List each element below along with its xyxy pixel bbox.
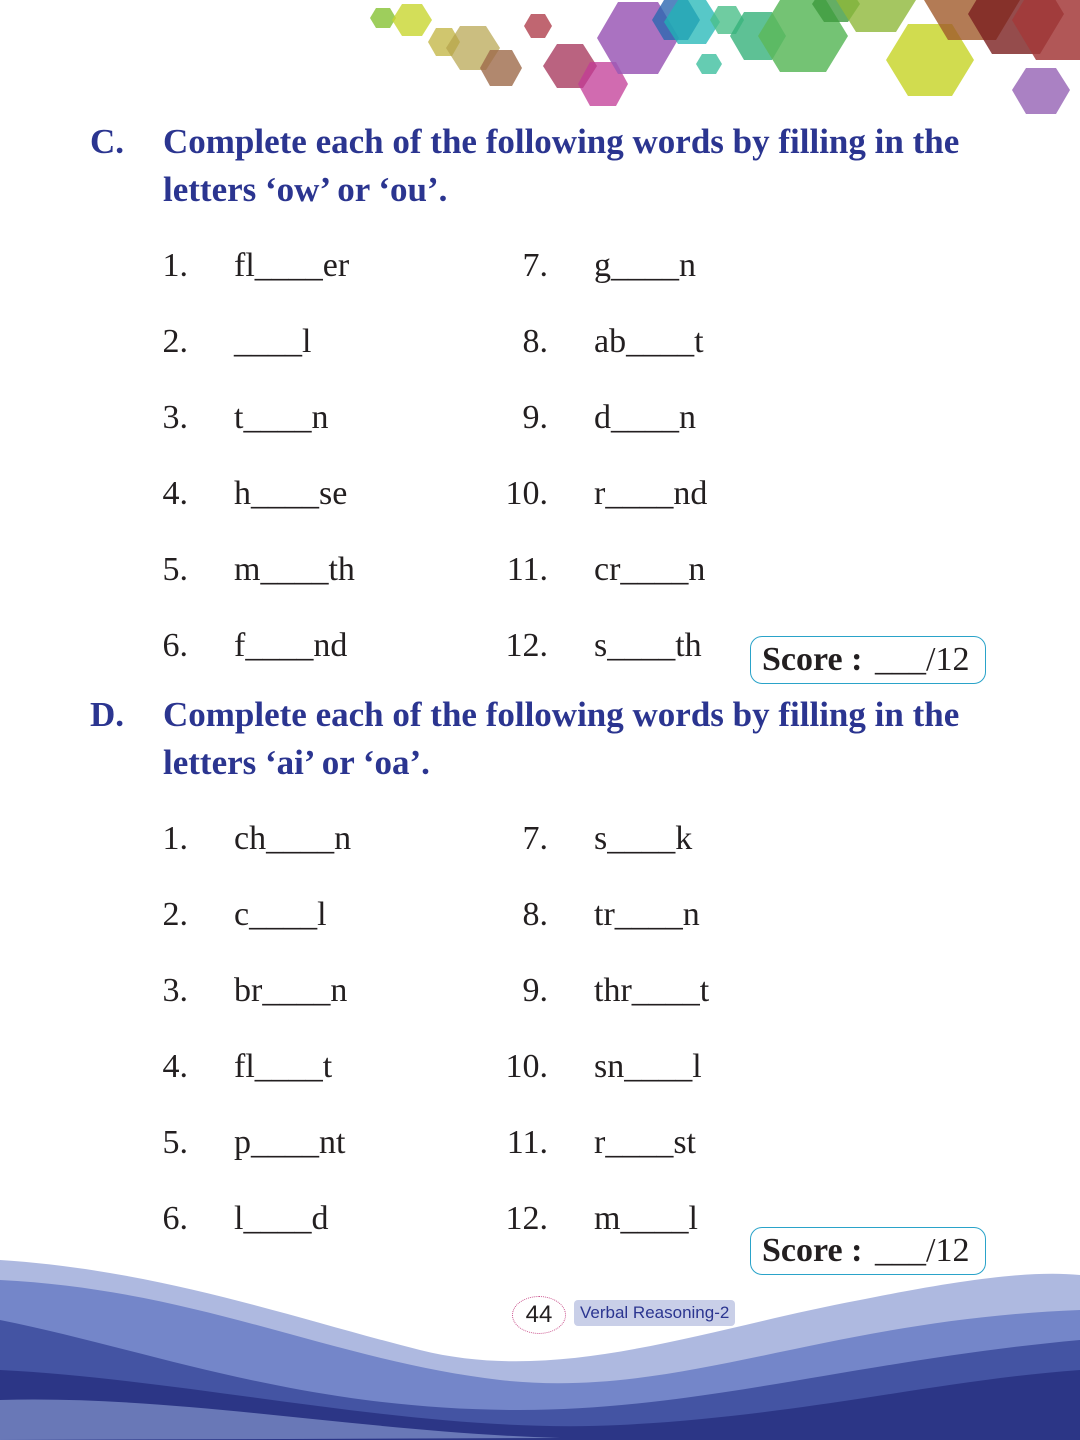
- item-number: 7.: [522, 247, 548, 284]
- item-word: t____n: [234, 399, 329, 436]
- section-letter: C.: [90, 122, 125, 161]
- page-number: 44: [512, 1296, 566, 1334]
- score-label: Score :: [762, 641, 863, 678]
- item-word: s____th: [594, 627, 702, 664]
- item-number: 4.: [162, 475, 188, 512]
- item-number: 8.: [522, 323, 548, 360]
- item-word: thr____t: [594, 972, 710, 1009]
- item-word: d____n: [594, 399, 696, 436]
- item-word: m____th: [234, 551, 355, 588]
- item-number: 4.: [162, 1048, 188, 1085]
- item-word: m____l: [594, 1200, 698, 1237]
- item-number: 11.: [506, 1124, 548, 1161]
- item-number: 3.: [162, 399, 188, 436]
- item-number: 12.: [505, 627, 548, 664]
- item-word: s____k: [594, 820, 693, 857]
- item-word: ____l: [234, 323, 312, 360]
- section-instruction: Complete each of the following words by filling in the letters ‘ai’ or ‘oa’.: [163, 695, 960, 782]
- score-label: Score :: [762, 1232, 863, 1269]
- section-instruction: Complete each of the following words by filling in the letters ‘ow’ or ‘ou’.: [163, 122, 960, 209]
- book-title: Verbal Reasoning-2: [574, 1300, 735, 1326]
- item-word: h____se: [234, 475, 348, 512]
- item-word: ab____t: [594, 323, 704, 360]
- item-word: sn____l: [594, 1048, 702, 1085]
- section-letter: D.: [90, 695, 125, 734]
- item-word: p____nt: [234, 1124, 346, 1161]
- item-word: tr____n: [594, 896, 700, 933]
- item-word: ch____n: [234, 820, 352, 857]
- score-value: ___/12: [875, 1232, 970, 1269]
- item-number: 7.: [522, 820, 548, 857]
- item-number: 11.: [506, 551, 548, 588]
- item-word: l____d: [234, 1200, 329, 1237]
- item-word: fl____er: [234, 247, 350, 284]
- item-number: 5.: [162, 551, 188, 588]
- item-word: c____l: [234, 896, 327, 933]
- score-value: ___/12: [875, 641, 970, 678]
- item-number: 6.: [162, 1200, 188, 1237]
- item-number: 6.: [162, 627, 188, 664]
- item-number: 10.: [505, 1048, 548, 1085]
- score-box: [750, 636, 986, 684]
- item-number: 5.: [162, 1124, 188, 1161]
- item-word: br____n: [234, 972, 348, 1009]
- item-number: 9.: [522, 399, 548, 436]
- item-number: 8.: [522, 896, 548, 933]
- item-word: cr____n: [594, 551, 706, 588]
- item-number: 2.: [162, 896, 188, 933]
- item-number: 1.: [162, 247, 188, 284]
- item-number: 3.: [162, 972, 188, 1009]
- item-word: r____nd: [594, 475, 708, 512]
- item-number: 9.: [522, 972, 548, 1009]
- item-number: 2.: [162, 323, 188, 360]
- item-number: 10.: [505, 475, 548, 512]
- item-word: f____nd: [234, 627, 348, 664]
- item-word: fl____t: [234, 1048, 333, 1085]
- item-number: 1.: [162, 820, 188, 857]
- item-word: g____n: [594, 247, 696, 284]
- hexagon-decoration: [0, 0, 1080, 125]
- wave-decoration: [0, 1260, 1080, 1440]
- item-number: 12.: [505, 1200, 548, 1237]
- item-word: r____st: [594, 1124, 696, 1161]
